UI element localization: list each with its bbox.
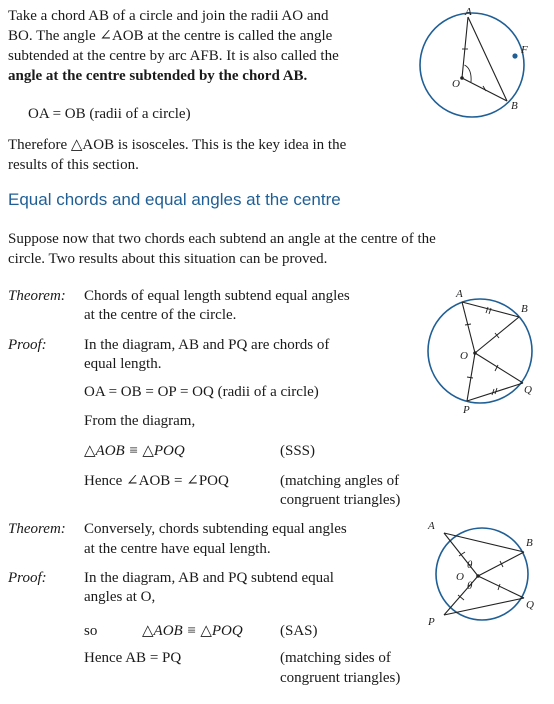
proof2-hence: Hence AB = PQ: [84, 650, 182, 666]
label-O: O: [456, 571, 464, 583]
label-theta-top: θ: [467, 559, 473, 571]
label-A: A: [456, 288, 463, 300]
label-Q: Q: [526, 599, 534, 611]
equal-chords-diagram: [420, 285, 548, 417]
therefore-line-2: results of this section.: [8, 157, 139, 173]
proof1-hence: Hence ∠AOB = ∠POQ: [84, 473, 229, 489]
label-A: A: [428, 520, 435, 532]
theorem2-line-2: at the centre have equal length.: [84, 541, 271, 557]
proof2-congruence: △AOB ≡ △POQ: [142, 623, 243, 639]
label-B: B: [511, 100, 518, 112]
theorem1-line-2: at the centre of the circle.: [84, 307, 237, 323]
proof1-line-1: In the diagram, AB and PQ are chords of: [84, 337, 330, 353]
proof2-hence-reason-2: congruent triangles): [280, 670, 401, 686]
suppose-line-1: Suppose now that two chords each subtend an angle at the centre of the: [8, 231, 436, 247]
label-P: P: [428, 616, 435, 628]
theorem2-line-1: Conversely, chords subtending equal angles: [84, 521, 347, 537]
equation-radii: OA = OB (radii of a circle): [28, 106, 191, 122]
intro-line-3: subtended at the centre by arc AFB. It is also called the: [8, 48, 339, 64]
label-F: F: [521, 44, 528, 56]
proof1-from-diagram: From the diagram,: [84, 413, 196, 429]
theorem1-label: Theorem:: [8, 288, 66, 304]
proof1-congruence: △AOB ≡ △POQ: [84, 443, 185, 459]
label-O: O: [460, 350, 468, 362]
equal-angles-diagram: [420, 516, 548, 634]
proof2-hence-reason-1: (matching sides of: [280, 650, 391, 666]
proof2-label: Proof:: [8, 570, 47, 586]
label-B: B: [521, 303, 528, 315]
intro-line-1: Take a chord AB of a circle and join the radii AO and: [8, 8, 329, 24]
label-A: A: [465, 6, 472, 18]
theorem1-line-1: Chords of equal length subtend equal angles: [84, 288, 350, 304]
section-heading: Equal chords and equal angles at the centre: [8, 190, 341, 209]
proof1-congruence-reason: (SSS): [280, 443, 316, 459]
proof1-radii: OA = OB = OP = OQ (radii of a circle): [84, 384, 319, 400]
chord-angle-diagram: [408, 5, 548, 127]
proof1-hence-reason-1: (matching angles of: [280, 473, 400, 489]
proof2-line-2: angles at O,: [84, 589, 156, 605]
intro-line-2: BO. The angle ∠AOB at the centre is called the angle: [8, 28, 333, 44]
label-P: P: [463, 404, 470, 416]
label-B: B: [526, 537, 533, 549]
proof2-so: so: [84, 623, 98, 639]
proof2-congruence-reason: (SAS): [280, 623, 318, 639]
label-Q: Q: [524, 384, 532, 396]
therefore-line-1: Therefore △AOB is isosceles. This is the key idea in the: [8, 137, 347, 153]
theorem2-label: Theorem:: [8, 521, 66, 537]
proof2-line-1: In the diagram, AB and PQ subtend equal: [84, 570, 334, 586]
suppose-line-2: circle. Two results about this situation can be proved.: [8, 251, 328, 267]
proof1-label: Proof:: [8, 337, 47, 353]
intro-line-4: angle at the centre subtended by the chord AB.: [8, 68, 308, 84]
proof1-line-2: equal length.: [84, 356, 162, 372]
proof1-hence-reason-2: congruent triangles): [280, 492, 401, 508]
label-theta-bottom: θ: [467, 580, 473, 592]
label-O: O: [452, 78, 460, 90]
